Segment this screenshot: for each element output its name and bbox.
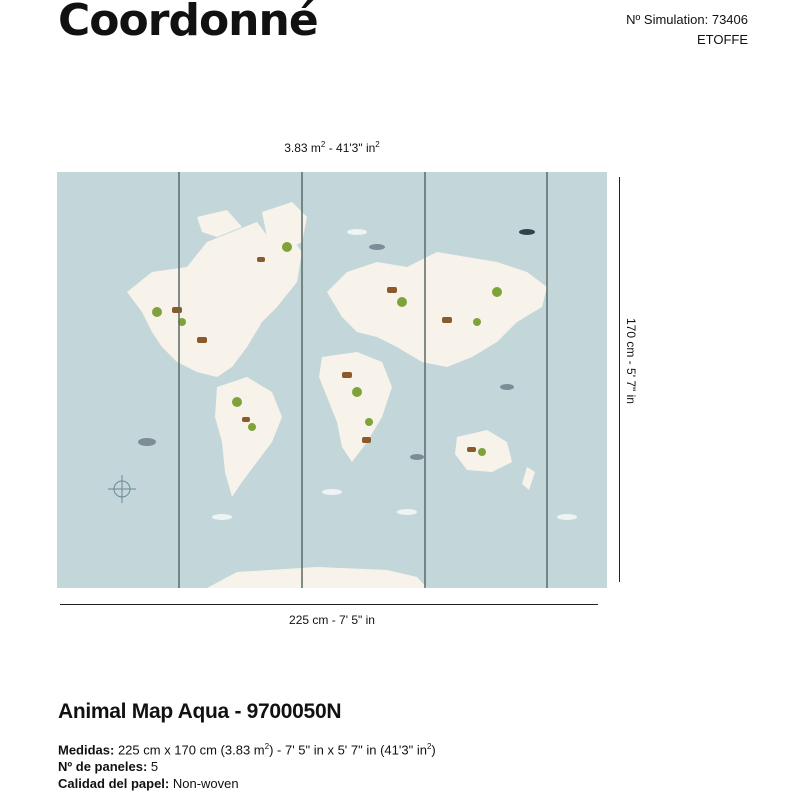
paper-value: Non-woven (169, 776, 239, 792)
brand-logo: Coordonné (58, 0, 318, 46)
south-america-shape (215, 377, 282, 497)
africa-shape (319, 352, 392, 462)
product-specs (58, 738, 436, 792)
measures-value-a: 225 cm x 170 cm (3.83 m (114, 742, 265, 758)
measures-sup-a: 2 (264, 742, 270, 751)
height-dimension (624, 318, 640, 448)
width-dimension: 225 cm - 7' 5" in (289, 613, 375, 627)
wallpaper-preview (57, 172, 607, 588)
height-dimension-line (619, 177, 620, 582)
measures-value-b: ) - 7' 5" in x 5' 7" in (41'3" in (269, 742, 427, 758)
height-label: 170 cm - 5' 7" in (624, 318, 638, 404)
panels-value: 5 (147, 759, 159, 775)
area-imperial: - 41'3" in (325, 141, 376, 155)
measures-sup-b: 2 (426, 742, 432, 751)
simulation-type: ETOFFE (696, 32, 748, 47)
area-metric: 3.83 m (284, 141, 321, 155)
area-dimension (57, 140, 607, 155)
eurasia-shape (327, 252, 547, 367)
spec-measures (58, 738, 436, 758)
antarctica-shape (207, 567, 427, 588)
paper-label: Calidad del papel: (58, 776, 170, 792)
measures-value-c: ) (431, 742, 436, 758)
spec-panels (58, 758, 436, 775)
area-imperial-sup: 2 (375, 140, 380, 149)
simulation-info (626, 10, 748, 50)
area-metric-sup: 2 (320, 140, 326, 149)
simulation-number: Nº Simulation: 73406 (626, 12, 748, 27)
spec-paper (58, 775, 436, 792)
measures-label: Medidas: (58, 742, 115, 758)
compass-rose-icon (108, 475, 136, 503)
width-dimension-line (60, 604, 598, 605)
panels-label: Nº de paneles: (58, 759, 148, 775)
product-title: Animal Map Aqua - 9700050N (58, 700, 342, 723)
world-map-illustration (57, 172, 607, 588)
new-zealand-shape (522, 467, 535, 490)
